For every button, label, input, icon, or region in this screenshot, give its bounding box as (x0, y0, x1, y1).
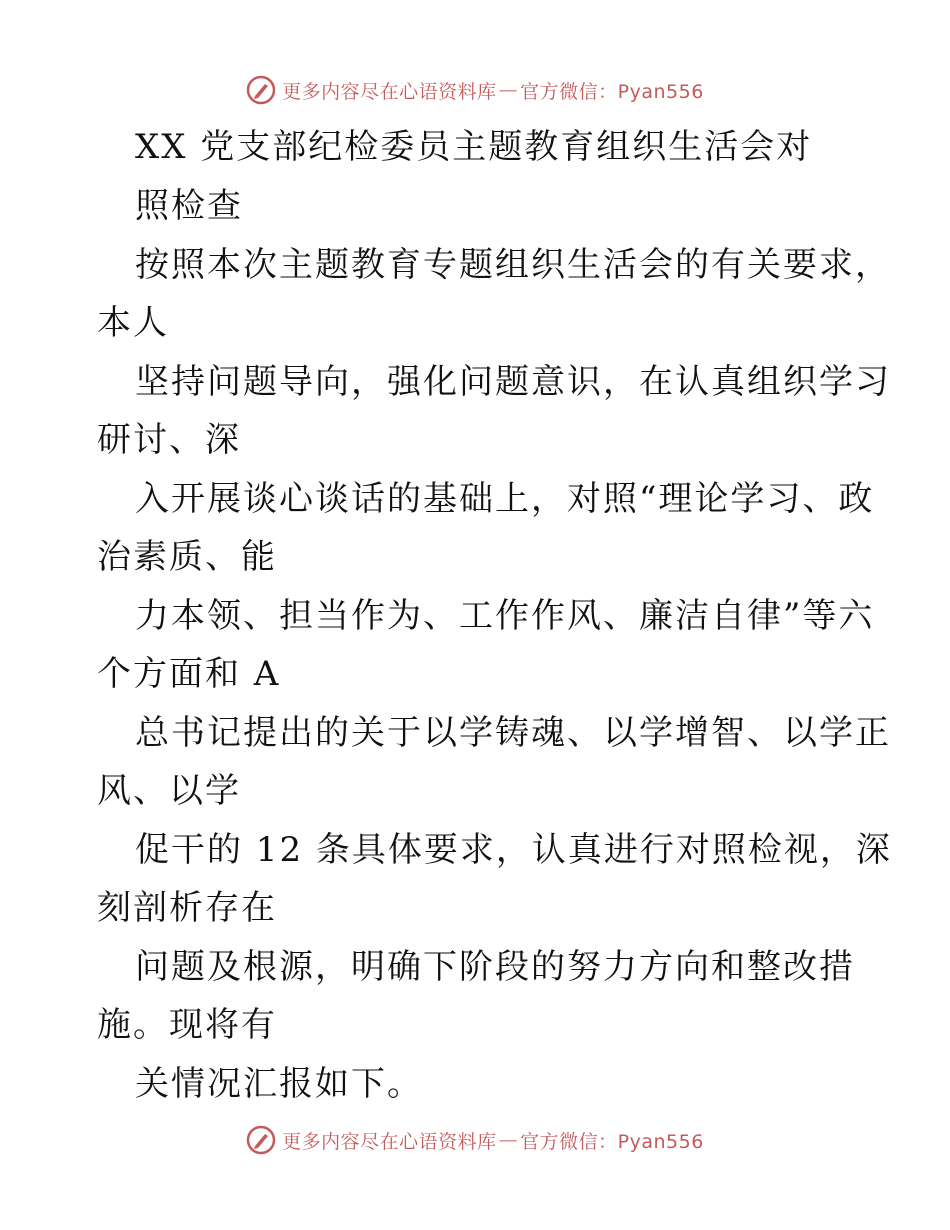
pen-circle-logo-icon (246, 1125, 276, 1155)
document-title-line-1: XX 党支部纪检委员主题教育组织生活会对 (135, 127, 813, 167)
paragraph-line: 坚持问题导向，强化问题意识，在认真组织学习 (135, 362, 891, 402)
paragraph-line: 施。现将有 (97, 1005, 277, 1045)
paragraph-line: 力本领、担当作为、工作作风、廉洁自律”等六 (135, 596, 875, 636)
watermark-separator: — (498, 1129, 519, 1151)
paragraph-line: 关情况汇报如下。 (135, 1064, 423, 1104)
watermark-text: 更多内容尽在心语资料库 (282, 80, 497, 103)
paragraph-line: 问题及根源，明确下阶段的努力方向和整改措 (135, 947, 855, 987)
watermark-separator: — (498, 79, 519, 101)
paragraph-line: 按照本次主题教育专题组织生活会的有关要求， (135, 245, 891, 285)
paragraph-line: 总书记提出的关于以学铸魂、以学增智、以学正 (135, 713, 891, 753)
paragraph-line: 个方面和 A (97, 654, 281, 694)
paragraph-line: 促干的 12 条具体要求，认真进行对照检视，深 (135, 830, 892, 870)
paragraph-line: 风、以学 (97, 771, 241, 811)
paragraph-line: 治素质、能 (97, 537, 277, 577)
paragraph-line: 本人 (97, 303, 169, 343)
paragraph-line: 刻剖析存在 (97, 888, 277, 928)
watermark-contact: 官方微信：Pyan556 (520, 80, 704, 103)
paragraph-line: 研讨、深 (97, 420, 241, 460)
watermark-contact: 官方微信：Pyan556 (520, 1130, 704, 1153)
paragraph-line: 入开展谈心谈话的基础上，对照“理论学习、政 (135, 479, 875, 519)
watermark-text: 更多内容尽在心语资料库 (282, 1130, 497, 1153)
document-title-line-2: 照检查 (135, 186, 243, 226)
footer-watermark (0, 1120, 950, 1160)
